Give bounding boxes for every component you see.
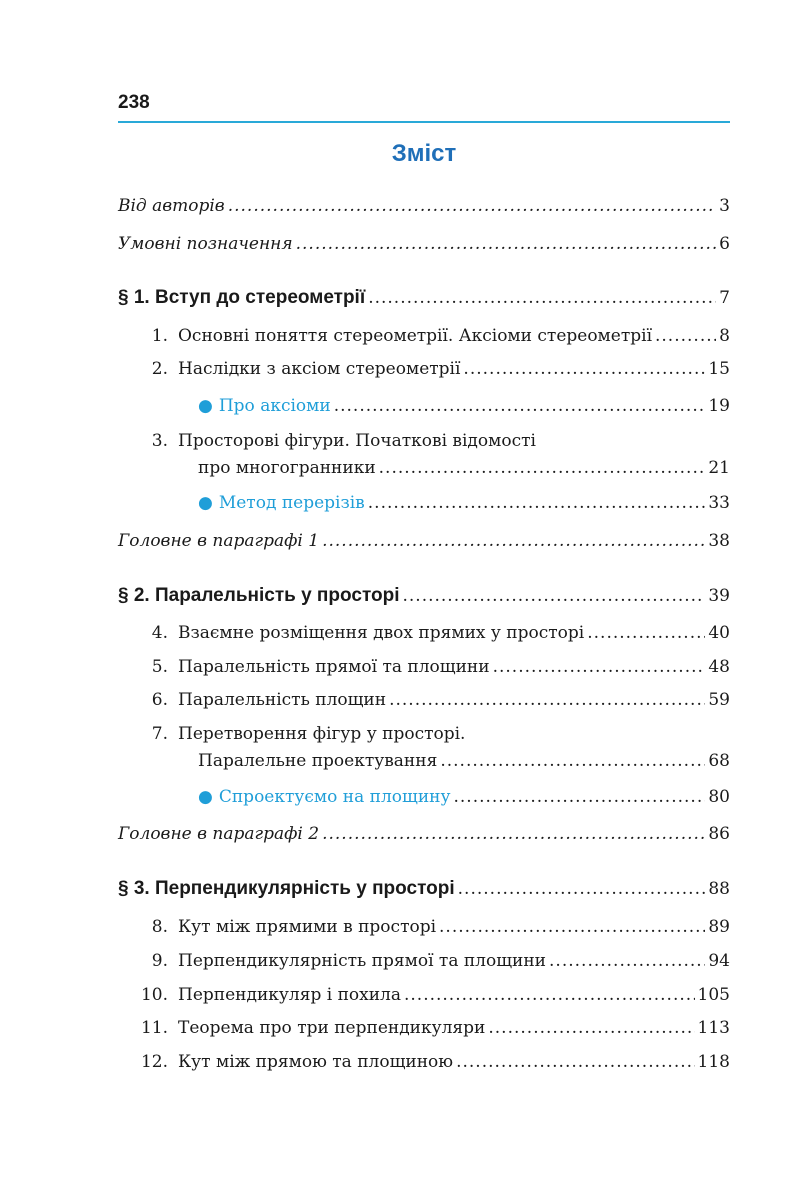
entry-page: 59 bbox=[708, 690, 730, 710]
entry-title: Про аксіоми bbox=[218, 396, 331, 416]
bullet-icon: ● bbox=[198, 493, 213, 513]
dot-leader bbox=[334, 395, 706, 417]
entry-page: 86 bbox=[708, 824, 730, 844]
toc-item-9[interactable] bbox=[138, 950, 730, 972]
entry-title: Паралельність площин bbox=[178, 690, 387, 710]
dot-leader bbox=[655, 325, 716, 347]
toc-section-3[interactable] bbox=[118, 878, 730, 900]
toc-item-3[interactable] bbox=[198, 457, 730, 479]
entry-title: Кут між прямою та площиною bbox=[178, 1052, 454, 1072]
item-number: 5. bbox=[151, 657, 168, 677]
item-number: 4. bbox=[151, 623, 168, 643]
entry-title-line1: Перетворення фігур у просторі. bbox=[178, 724, 466, 744]
entry-page: 80 bbox=[708, 787, 730, 807]
item-number: 2. bbox=[151, 359, 168, 379]
dot-leader bbox=[322, 530, 705, 552]
entry-title: Основні поняття стереометрії. Аксіоми стереометрії bbox=[178, 326, 652, 346]
dot-leader bbox=[296, 233, 717, 255]
dot-leader bbox=[493, 656, 706, 678]
toc-item-11[interactable] bbox=[138, 1017, 730, 1039]
entry-page: 19 bbox=[708, 396, 730, 416]
entry-page: 21 bbox=[708, 458, 730, 478]
entry-page: 6 bbox=[719, 234, 730, 254]
entry-title: Взаємне розміщення двох прямих у просторі bbox=[178, 623, 585, 643]
dot-leader bbox=[453, 786, 705, 808]
dot-leader bbox=[322, 823, 705, 845]
entry-title: про многогранники bbox=[198, 458, 376, 478]
toc-item-10[interactable] bbox=[138, 984, 730, 1006]
toc-summary-2[interactable] bbox=[118, 823, 730, 845]
item-number: 3. bbox=[151, 431, 168, 451]
dot-leader bbox=[587, 622, 705, 644]
dot-leader bbox=[368, 287, 716, 309]
item-number: 7. bbox=[151, 724, 168, 744]
toc-summary-1[interactable] bbox=[118, 530, 730, 552]
toc-item-2[interactable] bbox=[138, 358, 730, 380]
toc-item-1[interactable] bbox=[138, 325, 730, 347]
section-title: § 2. Паралельність у просторі bbox=[118, 585, 400, 606]
dot-leader bbox=[458, 878, 706, 900]
page-number: 238 bbox=[118, 92, 150, 113]
entry-page: 118 bbox=[697, 1052, 730, 1072]
item-number: 8. bbox=[151, 917, 168, 937]
toc-section-2[interactable] bbox=[118, 585, 730, 607]
entry-page: 40 bbox=[708, 623, 730, 643]
dot-leader bbox=[439, 916, 705, 938]
toc-item-7[interactable] bbox=[198, 750, 730, 772]
toc-bonus-axioms[interactable] bbox=[198, 395, 730, 417]
entry-page: 7 bbox=[719, 288, 730, 308]
entry-page: 105 bbox=[697, 985, 730, 1005]
entry-page: 48 bbox=[708, 657, 730, 677]
entry-title: Метод перерізів bbox=[218, 493, 365, 513]
dot-leader bbox=[440, 750, 705, 772]
section-title: § 3. Перпендикулярність у просторі bbox=[118, 878, 455, 899]
dot-leader bbox=[456, 1051, 694, 1073]
entry-page: 8 bbox=[719, 326, 730, 346]
toc-item-4[interactable] bbox=[138, 622, 730, 644]
dot-leader bbox=[404, 984, 695, 1006]
item-number: 1. bbox=[151, 326, 168, 346]
toc-bonus-projection[interactable] bbox=[198, 786, 730, 808]
header-rule bbox=[118, 121, 730, 123]
toc-item-12[interactable] bbox=[138, 1051, 730, 1073]
bullet-icon: ● bbox=[198, 396, 213, 416]
entry-title: Паралельне проектування bbox=[198, 751, 438, 771]
entry-title: Перпендикулярність прямої та площини bbox=[178, 951, 547, 971]
dot-leader bbox=[379, 457, 706, 479]
entry-title: Головне в параграфі 1 bbox=[118, 531, 320, 551]
toc-section-1[interactable] bbox=[118, 287, 730, 309]
entry-page: 89 bbox=[708, 917, 730, 937]
entry-page: 15 bbox=[708, 359, 730, 379]
entry-title: Спроектуємо на площину bbox=[218, 787, 451, 807]
toc-item-3-line1[interactable] bbox=[138, 430, 536, 452]
entry-title: Теорема про три перпендикуляри bbox=[178, 1018, 486, 1038]
item-number: 6. bbox=[151, 690, 168, 710]
entry-page: 94 bbox=[708, 951, 730, 971]
item-number: 9. bbox=[151, 951, 168, 971]
entry-title: Кут між прямими в просторі bbox=[178, 917, 437, 937]
toc-title: Зміст bbox=[391, 140, 457, 167]
bullet-icon: ● bbox=[198, 787, 213, 807]
dot-leader bbox=[389, 689, 705, 711]
entry-title: Умовні позначення bbox=[118, 234, 293, 254]
section-title: § 1. Вступ до стереометрії bbox=[118, 287, 366, 308]
toc-item-7-line1[interactable] bbox=[138, 723, 465, 745]
entry-page: 3 bbox=[719, 196, 730, 216]
entry-title: Перпендикуляр і похила bbox=[178, 985, 401, 1005]
toc-item-6[interactable] bbox=[138, 689, 730, 711]
dot-leader bbox=[368, 492, 706, 514]
entry-page: 88 bbox=[708, 879, 730, 899]
dot-leader bbox=[402, 585, 705, 607]
entry-page: 38 bbox=[708, 531, 730, 551]
entry-title: Паралельність прямої та площини bbox=[178, 657, 490, 677]
dot-leader bbox=[463, 358, 705, 380]
entry-title: Від авторів bbox=[118, 196, 225, 216]
entry-title: Наслідки з аксіом стереометрії bbox=[178, 359, 461, 379]
entry-page: 33 bbox=[708, 493, 730, 513]
toc-bonus-sections[interactable] bbox=[198, 492, 730, 514]
entry-page: 39 bbox=[708, 586, 730, 606]
item-number: 11. bbox=[140, 1018, 168, 1038]
toc-entry-symbols[interactable] bbox=[118, 233, 730, 255]
toc-item-8[interactable] bbox=[138, 916, 730, 938]
item-number: 12. bbox=[140, 1052, 168, 1072]
toc-item-5[interactable] bbox=[138, 656, 730, 678]
item-number: 10. bbox=[140, 985, 168, 1005]
entry-title-line1: Просторові фігури. Початкові відомості bbox=[178, 431, 536, 451]
entry-title: Головне в параграфі 2 bbox=[118, 824, 320, 844]
dot-leader bbox=[488, 1017, 694, 1039]
dot-leader bbox=[228, 195, 716, 217]
entry-page: 68 bbox=[708, 751, 730, 771]
dot-leader bbox=[549, 950, 705, 972]
toc-entry-authors[interactable] bbox=[118, 195, 730, 217]
entry-page: 113 bbox=[697, 1018, 730, 1038]
